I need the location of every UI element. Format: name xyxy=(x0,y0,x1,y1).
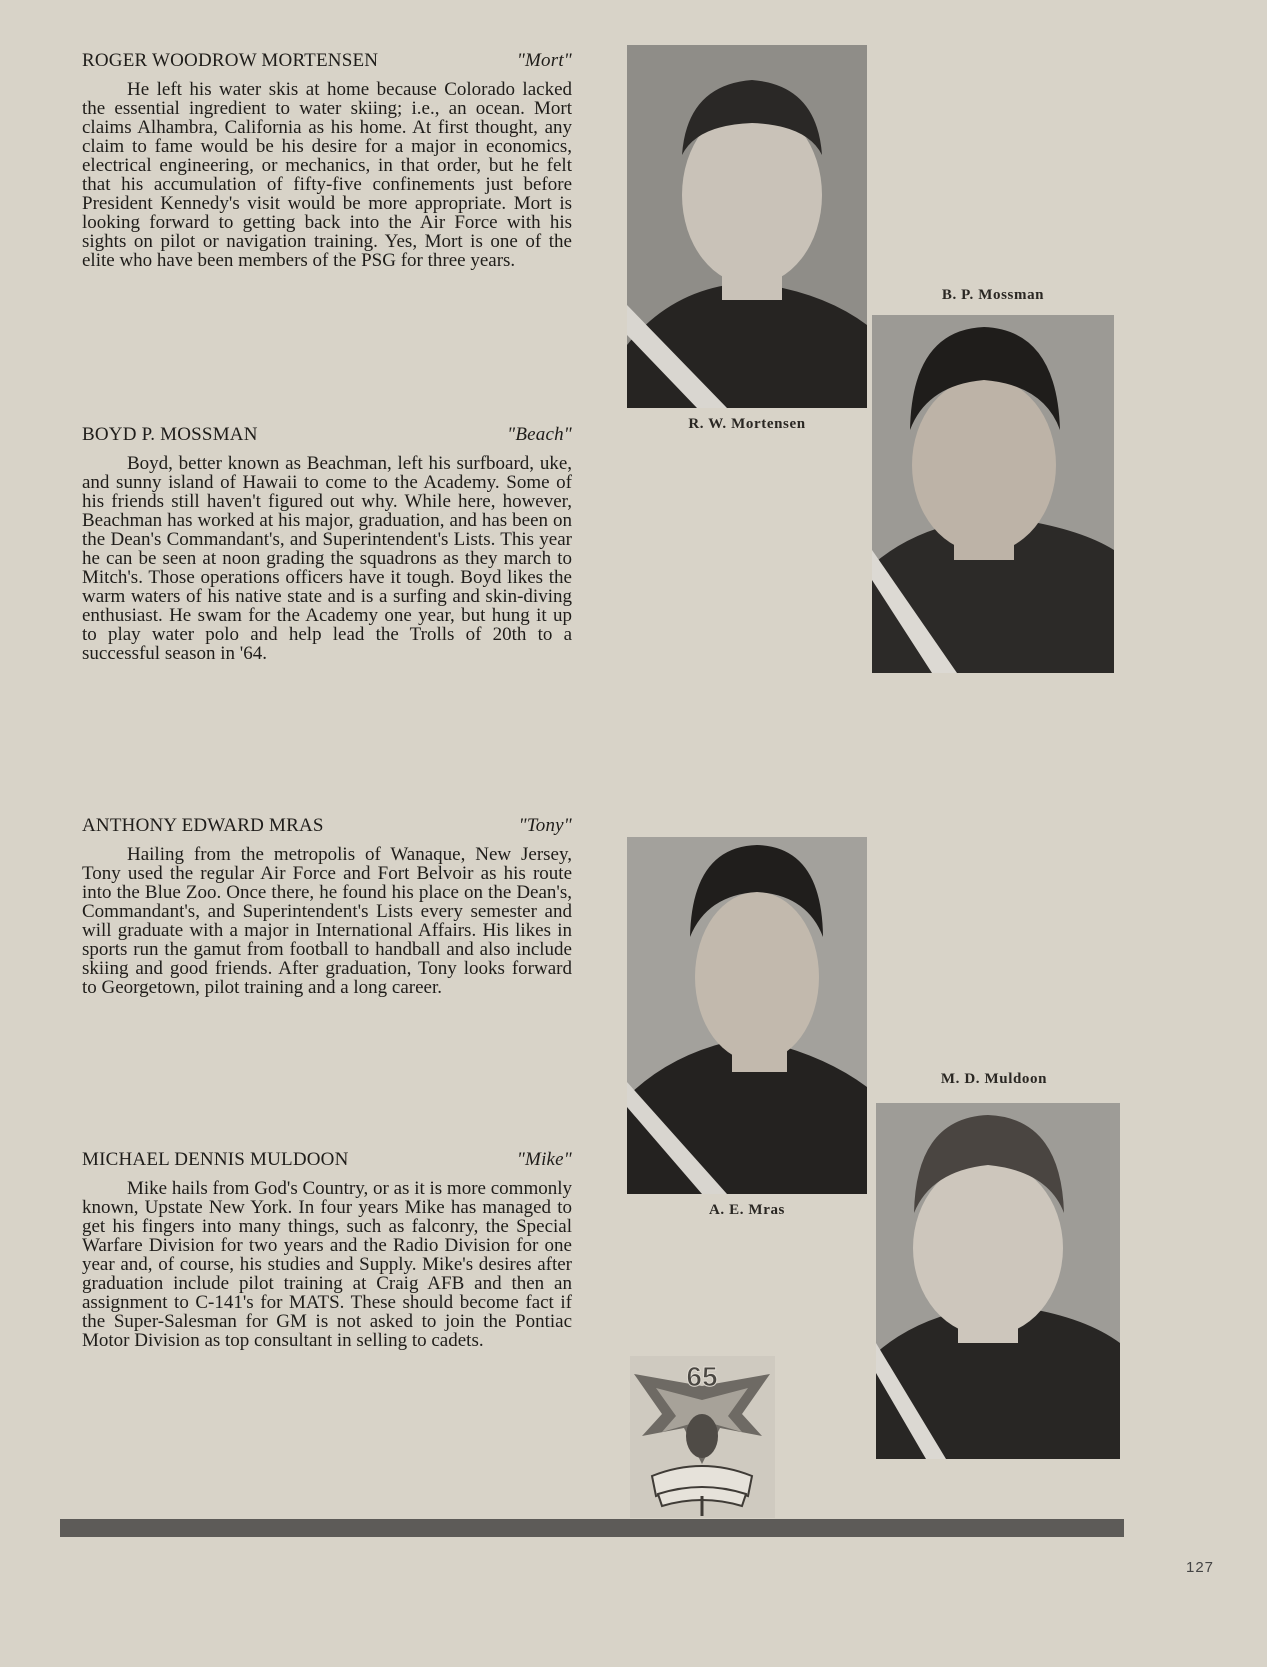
portrait-mras xyxy=(627,837,867,1194)
caption-mras: A. E. Mras xyxy=(709,1202,785,1218)
entry-nickname: "Beach" xyxy=(507,424,572,445)
entry-mras xyxy=(82,815,572,997)
entry-header xyxy=(82,815,572,837)
entry-name: BOYD P. MOSSMAN xyxy=(82,424,258,445)
portrait-mortensen xyxy=(627,45,867,408)
entry-nickname: "Mike" xyxy=(516,1149,572,1170)
page-number: 127 xyxy=(1186,1559,1215,1576)
entry-header xyxy=(82,424,572,446)
entry-bio: Hailing from the metropolis of Wanaque, New Jersey, Tony used the regular Air Force and Fort Belvoir as his route into the Blue Zoo. Once there, he found his place on the Dean's, Commandant's, and Superintendent's Lists every semester and will graduate with a major in International Affairs. His likes in sports run the gamut from football to handball and also include skiing and good friends. After graduation, Tony looks forward to Georgetown, pilot training and a long career. xyxy=(82,844,572,998)
entry-name: ROGER WOODROW MORTENSEN xyxy=(82,50,379,71)
portrait-mossman xyxy=(872,315,1114,673)
entry-bio: He left his water skis at home because Colorado lacked the essential ingredient to water skiing; i.e., an ocean. Mort claims Alhambra, California as his home. At first thought, any claim to fame would be his desire for a major in economics, electrical engineering, or mechanics, in that order, but he felt that his accumulation of fifty-five confinements just before President Kennedy's visit would be more appropriate. Mort is looking forward to getting back into the Air Force with his sights on pilot or navigation training. Yes, Mort is one of the elite who have been members of the PSG for three years. xyxy=(82,79,572,271)
caption-mortensen: R. W. Mortensen xyxy=(688,416,806,432)
entry-mossman xyxy=(82,424,572,663)
caption-mossman: B. P. Mossman xyxy=(941,287,1045,303)
caption-muldoon: M. D. Muldoon xyxy=(940,1071,1048,1087)
class-crest-emblem xyxy=(630,1356,775,1518)
entry-nickname: "Mort" xyxy=(516,50,572,71)
portrait-muldoon xyxy=(876,1103,1120,1459)
entry-bio: Boyd, better known as Beachman, left his surfboard, uke, and sunny island of Hawaii to come to the Academy. Some of his friends still haven't figured out why. While here, however, Beachman has worked at his major, graduation, and has been on the Dean's Commandant's, and Superintendent's Lists. This year he can be seen at noon grading the squadrons as they march to Mitch's. Those operations officers have it tough. Boyd likes the warm waters of his native state and is a surfing and skin-diving enthusiast. He swam for the Academy one year, but hung it up to play water polo and help lead the Trolls of 20th to a successful season in '64. xyxy=(82,453,572,664)
entry-muldoon xyxy=(82,1149,572,1350)
entry-header xyxy=(82,50,572,72)
entry-header xyxy=(82,1149,572,1171)
entry-name: ANTHONY EDWARD MRAS xyxy=(82,815,324,836)
entry-mortensen xyxy=(82,50,572,270)
crest-year: 65 xyxy=(686,1361,718,1392)
entry-nickname: "Tony" xyxy=(518,815,572,836)
bottom-rule xyxy=(60,1519,1124,1537)
entry-name: MICHAEL DENNIS MULDOON xyxy=(82,1149,349,1170)
entry-bio: Mike hails from God's Country, or as it is more commonly known, Upstate New York. In four years Mike has managed to get his fingers into many things, such as falconry, the Special Warfare Division for two years and the Radio Division for one year and, of course, his studies and Supply. Mike's desires after graduation include pilot training at Craig AFB and then an assignment to C-141's for MATS. These should become fact if the Super-Salesman for GM is not asked to join the Pontiac Motor Division as top consultant in selling to cadets. xyxy=(82,1178,572,1351)
